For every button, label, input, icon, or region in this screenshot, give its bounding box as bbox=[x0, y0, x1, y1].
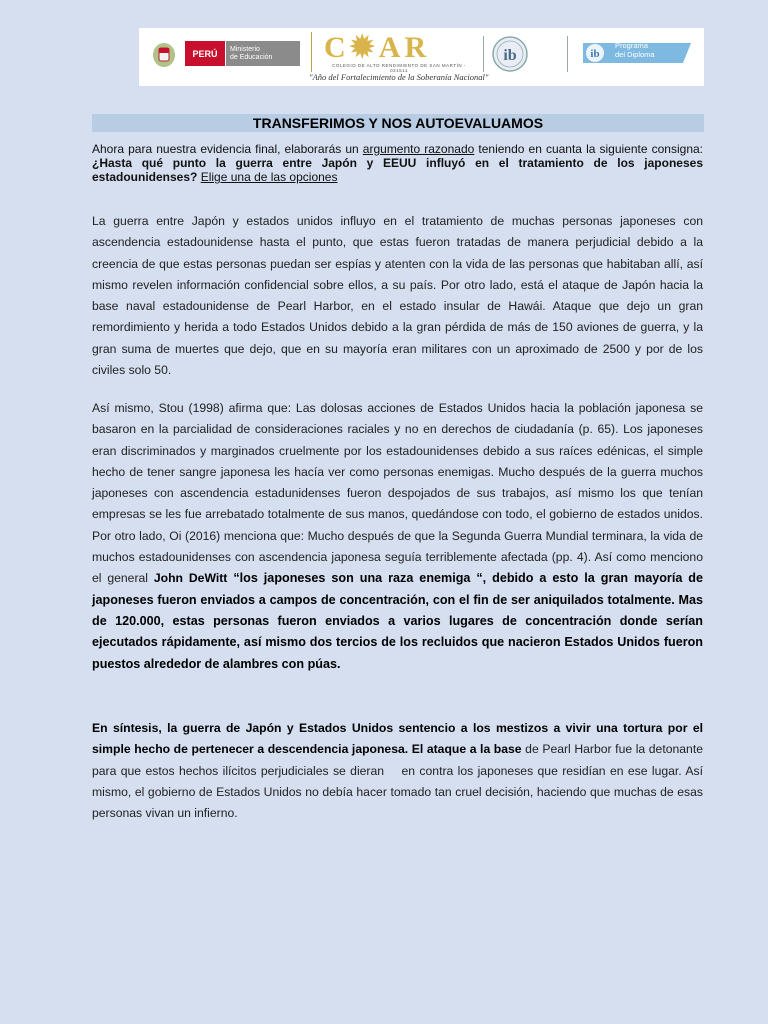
prompt-choose: Elige una de las opciones bbox=[200, 170, 338, 184]
svg-text:ib: ib bbox=[503, 47, 517, 64]
ministry-label: Ministerio de Educación bbox=[226, 41, 300, 66]
prompt-underlined: argumento razonado bbox=[362, 142, 475, 156]
national-motto: "Año del Fortalecimiento de la Soberanía Nacional" bbox=[309, 72, 489, 82]
paragraph-1: La guerra entre Japón y estados unidos influyo en el tratamiento de muchas personas japoneses con ascendencia estadounidense hasta el punto, que estas fueron tratadas de manera perjudicial debido a la creencia de que estas personas puedan ser espías y atenten con la vida de las personas que habitaban allí, así mismo revelen información confidencial sobre ellos, a su país. Por otro lado, está el ataque de Japón hacia la base naval estadounidense de Pearl Harbor, en el estado insular de Hawái. Ataque que dejo un gran remordimiento y herida a todo Estados Unidos debido a la gran pérdida de más de 150 aviones de guerra, y la gran suma de muertes que dejo, que en su mayoría eran militares con un aproximado de 2500 y por de los civiles solo 50. bbox=[92, 214, 703, 378]
svg-text:ib: ib bbox=[590, 48, 600, 60]
header-banner bbox=[139, 28, 704, 86]
paragraph-3 bbox=[92, 718, 707, 824]
bold-name: John DeWitt bbox=[153, 571, 228, 586]
conclusion-text: de Pearl Harbor fue la detonante para que estos hechos ilícitos perjudiciales se dieran en contra los japoneses que residían en ese lugar. Así mismo, el gobierno de Estados Unidos no debía hacer tomado tan cruel decisión, haciendo que muchas de esas personas vivan un infierno. bbox=[92, 742, 707, 821]
header-divider bbox=[567, 36, 568, 72]
header-divider bbox=[483, 36, 484, 72]
bold-quote: “los japoneses son una raza enemiga “, debido a esto la gran mayoría de japoneses fueron enviados a campos de concentración, con el fin de ser aniquilados totalmente. Mas de 120.000, estas personas fueron enviados a varios lugares de concentración donde serían ejecutados rápidamente, así mismo dos tercios de los recluidos que nacieron Estados Unidos fueron puestos alrededor de alambres con púas. bbox=[92, 571, 717, 671]
paragraph-2: Así mismo, Stou (1998) afirma que: Las dolosas acciones de Estados Unidos hacia la población japonesa se basaron en la parcialidad de consideraciones raciales y no en derechos de ciudadanía (p. 65). Los japoneses eran discriminados y marginados cruelmente por los estadounidenses debido a sus raíces edénicas, el simple hecho de tener sangre japonesa les hacía ver como personas enemigas. Mucho después de la guerra muchos japoneses con ascendencia estadunidenses fueron despojados de sus trabajos, así mismo los que tenían empresas se les fue arrebatado totalmente de sus manos, quedándose con todo, el gobierno de estados unidos. Por otro lado, Oi (2016) menciona que: Mucho después de que la Segunda Guerra Mundial terminara, la vida de muchos estadounidenses con ascendencia japonesa seguía terriblemente afectada (pp. 4). Así como menciono el general John DeWitt “los japoneses son una raza enemiga “, debido a esto la gran mayoría de japoneses fueron enviados a campos de concentración, con el fin de ser aniquilados totalmente. Mas de 120.000, estas personas fueron enviados a varios lugares de concentración donde serían ejecutados rápidamente, así mismo dos tercios de los recluidos que nacieron Estados Unidos fueron puestos alrededor de alambres con púas. bbox=[92, 401, 717, 671]
peru-shield-icon bbox=[151, 40, 177, 68]
prompt-question: ¿Hasta qué punto la guerra entre Japón y EEUU influyó en el tratamiento de los japoneses estadounidenses? bbox=[92, 156, 703, 184]
conclusion-bold: En síntesis, la guerra de Japón y Estados Unidos sentencio a los mestizos a vivir una tortura por el simple hecho de pertenecer a descendencia japonesa. El ataque a la base bbox=[92, 721, 703, 757]
coar-logo: C✹AR COLEGIO DE ALTO RENDIMIENTO DE SAN MARTÍN - 021511 bbox=[311, 32, 482, 72]
ib-globe-icon bbox=[491, 35, 529, 73]
peru-label: PERÚ bbox=[185, 41, 225, 66]
ib-program-label: Programa del Diploma bbox=[615, 41, 655, 59]
assignment-prompt: Ahora para nuestra evidencia final, elaborarás un argumento razonado teniendo en cuanta la siguiente consigna: ¿Hasta qué punto la guerra entre Japón y EEUU influyó en el tratamiento de los japoneses estadounidenses? Elige una de las opciones bbox=[92, 142, 703, 184]
section-title: TRANSFERIMOS Y NOS AUTOEVALUAMOS bbox=[92, 114, 704, 132]
